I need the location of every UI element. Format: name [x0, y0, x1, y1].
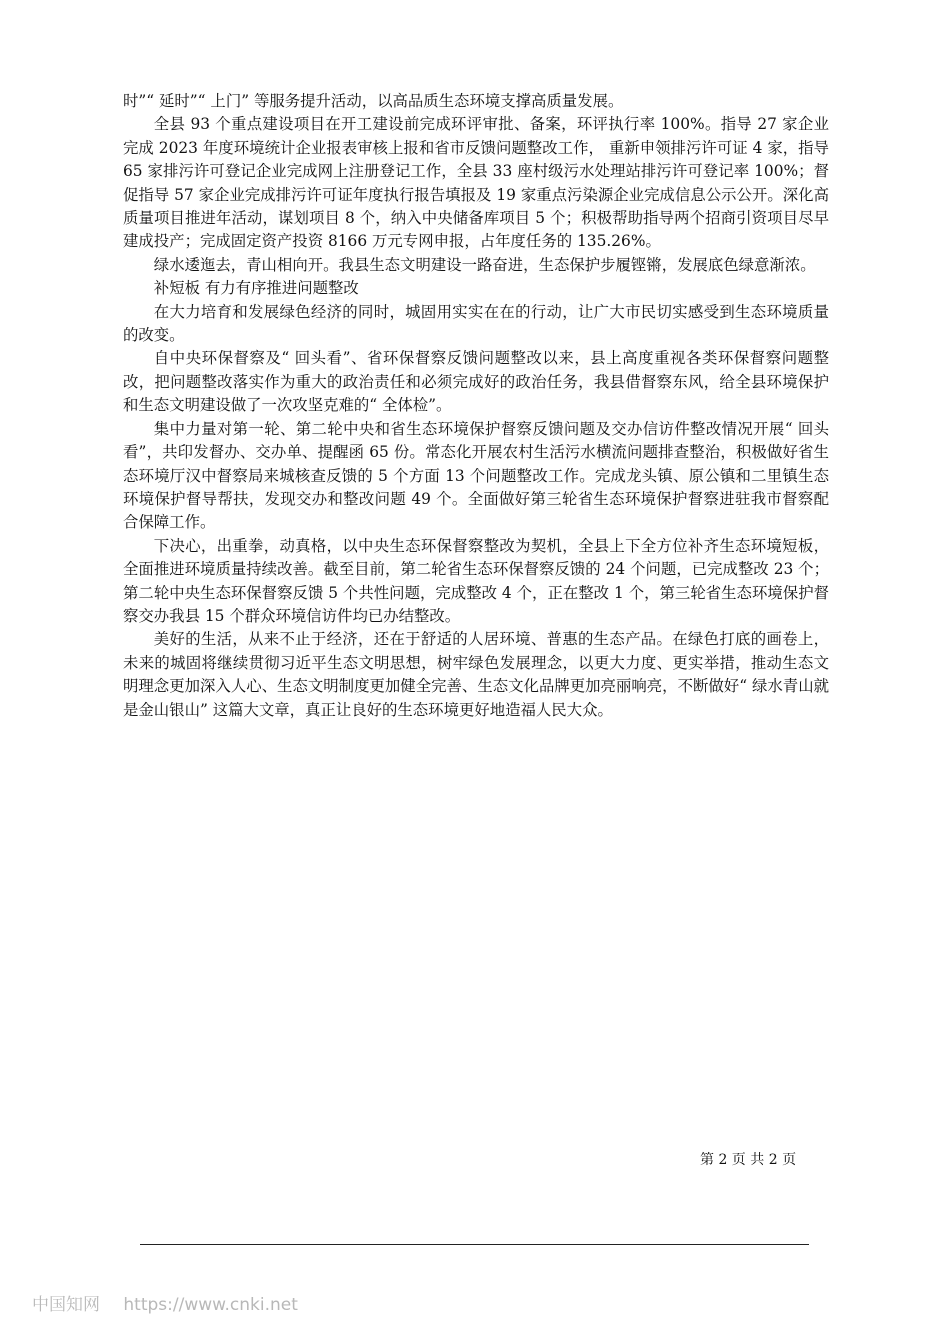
paragraph-project-approvals: 全县 93 个重点建设项目在开工建设前完成环评审批、备案，环评执行率 100%。指导 27 家企业完成 2023 年度环境统计企业报表审核上报和省市反馈问题整改工作， 重新申领排污许可证 4 家，指导 65 家排污许可登记企业完成网上注册登记工作，全县 33 座村级污水处理站排污许可登记率 100%；督促指导 57 家企业完成排污许可证年度执行报告填报及 19 家重点污染源企业完成信息公示公开。深化高质量项目推进年活动，谋划项目 8 个，纳入中央储备库项目 5 个；积极帮助指导两个招商引资项目尽早建成投产；完成固定资产投资 8166 万元专网申报，占年度任务的 135.26%。 [123, 115, 829, 251]
page-number: 第 2 页 共 2 页 [700, 1152, 797, 1168]
paragraph-ecological-progress: 绿水逶迤去，青山相向开。我县生态文明建设一路奋进，生态保护步履铿锵，发展底色绿意渐浓。 [153, 255, 816, 274]
watermark-url: https://www.cnki.net [123, 1295, 298, 1315]
paragraph-inspection-rectification: 自中央环保督察及“ 回头看”、省环保督察反馈问题整改以来，县上高度重视各类环保督察问题整改，把问题整改落实作为重大的政治责任和必须完成好的政治任务，我县借督察东风，给全县环境保护和生态文明建设做了一次攻坚克难的“ 全体检”。 [123, 349, 829, 415]
watermark-name: 中国知网 [32, 1295, 100, 1315]
paragraph-continuation: 时”“ 延时”“ 上门” 等服务提升活动，以高品质生态环境支撑高质量发展。 [123, 92, 624, 110]
document-body [123, 90, 829, 722]
paragraph-rectification-progress: 下决心，出重拳，动真格，以中央生态环保督察整改为契机，全县上下全方位补齐生态环境短板，全面推进环境质量持续改善。截至目前，第二轮省生态环保督察反馈的 24 个问题，已完成整改 23 个；第二轮中央生态环保督察反馈 5 个共性问题，完成整改 4 个，正在整改 1 个，第三轮省生态环境保护督察交办我县 15 个群众环境信访件均已办结整改。 [123, 536, 829, 625]
paragraph-green-economy: 在大力培育和发展绿色经济的同时，城固用实实在在的行动，让广大市民切实感受到生态环境质量的改变。 [123, 302, 829, 345]
paragraph-conclusion: 美好的生活，从来不止于经济，还在于舒适的人居环境、普惠的生态产品。在绿色打底的画卷上，未来的城固将继续贯彻习近平生态文明思想，树牢绿色发展理念，以更大力度、更实举措，推动生态文明理念更加深入人心、生态文明制度更加健全完善、生态文化品牌更加亮丽响亮，不断做好“ 绿水青山就是金山银山” 这篇大文章，真正让良好的生态环境更好地造福人民大众。 [123, 630, 829, 719]
paragraph-review-work: 集中力量对第一轮、第二轮中央和省生态环境保护督察反馈问题及交办信访件整改情况开展“ 回头看”，共印发督办、交办单、提醒函 65 份。常态化开展农村生活污水横流问题排查整治，积极做好省生态环境厅汉中督察局来城核查反馈的 5 个方面 13 个问题整改工作。完成龙头镇、原公镇和二里镇生态环境保护督导帮扶，发现交办和整改问题 49 个。全面做好第三轮省生态环境保护督察进驻我市督察配合保障工作。 [123, 419, 829, 532]
section-heading: 补短板 有力有序推进问题整改 [153, 279, 359, 298]
cnki-watermark [32, 1294, 298, 1316]
footer-divider [140, 1244, 809, 1245]
